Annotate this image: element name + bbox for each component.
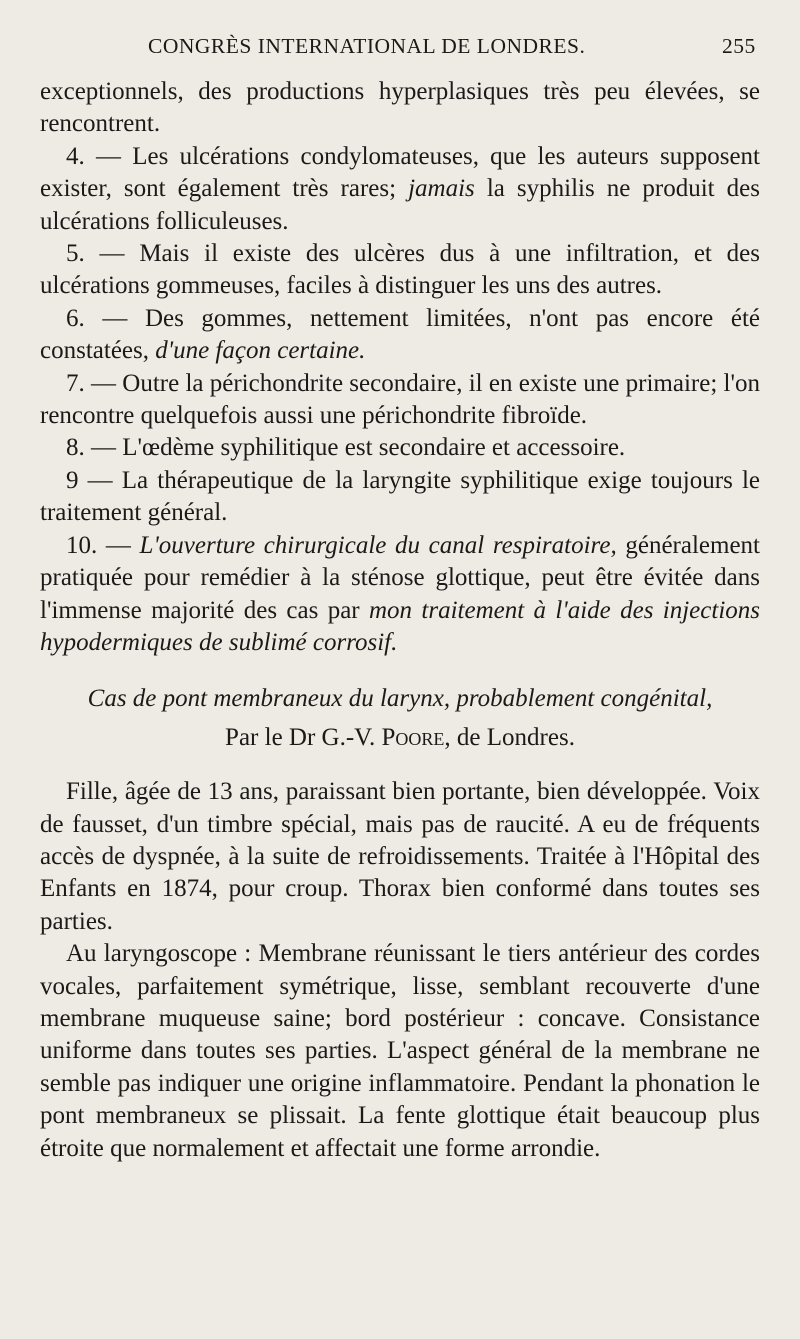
item10-text-a: 10. —: [66, 531, 140, 559]
item10-emphasis-2: mon traitement à l'aide des injections hypodermiques de sublimé corrosif.: [40, 596, 760, 656]
section-spacer: [40, 659, 760, 681]
item10-emphasis-1: L'ouverture chirurgicale du canal respiratoire,: [139, 531, 617, 559]
page-number: 255: [722, 34, 756, 58]
list-item-10: [40, 530, 760, 660]
list-item-5: 5. — Mais il existe des ulcères dus à une infiltration, et des ulcérations gommeuses, faciles à distinguer les uns des autres.: [40, 240, 760, 300]
author-prefix: Par le Dr G.-V.: [225, 723, 382, 751]
section-author: [40, 722, 760, 754]
list-item-4: [40, 141, 760, 238]
list-item-7: 7. — Outre la périchondrite secondaire, il en existe une primaire; l'on rencontre quelquefois aussi une périchondrite fibroïde.: [40, 369, 760, 430]
item4-text-b: la syphilis ne produit des ulcérations folliculeuses.: [40, 175, 760, 235]
section-spacer-2: [40, 754, 760, 776]
running-header: [0, 34, 800, 64]
running-title: CONGRÈS INTERNATIONAL DE LONDRES.: [148, 34, 586, 58]
list-item-8: 8. — L'œdème syphilitique est secondaire et accessoire.: [66, 434, 626, 462]
paragraph-case-1: Fille, âgée de 13 ans, paraissant bien portante, bien développée. Voix de fausset, d'un timbre spécial, mais pas de raucité. A eu de fréquents accès de dyspnée, à la suite de refroidissements. Traitée à l'Hôpital des Enfants en 1874, pour croup. Thorax bien conformé dans toutes ses parties.: [40, 778, 760, 935]
list-item-9: 9 — La thérapeutique de la laryngite syphilitique exige toujours le traitement général.: [40, 466, 760, 527]
item4-emphasis: jamais: [408, 175, 475, 203]
item4-text-a: 4. — Les ulcérations condylomateuses, que les auteurs supposent exister, sont également très rares;: [40, 142, 760, 203]
item6-emphasis: d'une façon certaine.: [155, 337, 366, 365]
paragraph-intro: exceptionnels, des productions hyperplasiques très peu élevées, se rencontrent.: [40, 78, 760, 138]
page-body: [40, 76, 760, 1165]
item10-text-b: généralement pratiquée pour remédier à la sténose glottique, peut être évitée dans l'immense majorité des cas par: [40, 531, 760, 624]
author-suffix: , de Londres.: [444, 723, 575, 751]
section-title: Cas de pont membraneux du larynx, probablement congénital,: [87, 685, 713, 713]
paragraph-case-2: Au laryngoscope : Membrane réunissant le tiers antérieur des cordes vocales, parfaitement symétrique, lisse, semblant recouverte d'une membrane muqueuse saine; bord postérieur : concave. Consistance uniforme dans toutes ses parties. L'aspect général de la membrane ne semble pas indiquer une origine inflammatoire. Pendant la phonation le pont membraneux se plissait. La fente glottique était beaucoup plus étroite que normalement et affectait une forme arrondie.: [40, 940, 760, 1162]
list-item-6: [40, 303, 760, 368]
item6-text-a: 6. — Des gommes, nettement limitées, n'ont pas encore été constatées,: [40, 304, 760, 365]
author-name: Poore: [381, 723, 445, 751]
